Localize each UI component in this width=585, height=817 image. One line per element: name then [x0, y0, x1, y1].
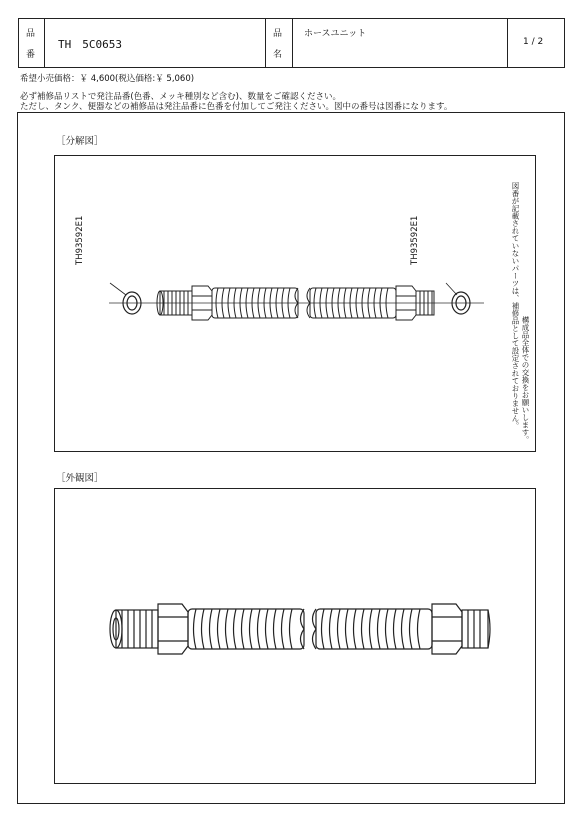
left-washer-callout: TH93592E1 [75, 215, 85, 265]
exploded-side-note-1: 図番が記載されていないパーツは、補修品として設定されておりません。 [511, 182, 520, 430]
part-name-label-bottom: 名 [273, 50, 283, 60]
price-line: 希望小売価格：￥ 4,600(税込価格:￥ 5,060) [20, 74, 195, 84]
header-divider-4 [507, 18, 508, 68]
exploded-hose-drawing [54, 155, 536, 452]
page-number: 1 / 2 [523, 37, 544, 47]
exploded-side-note-2: 構成品全体での交換をお願いします。 [521, 316, 530, 444]
note-line-2: ただし、タンク、便器などの補修品は発注品番に色番を付加してご発注ください。図中の番号は図番になります。 [20, 102, 453, 112]
header-divider-1 [44, 18, 45, 68]
header-divider-3 [292, 18, 293, 68]
exterior-hose-drawing [54, 488, 536, 784]
exploded-view-title: ［分解図］ [56, 136, 104, 147]
part-no-label-bottom: 番 [26, 50, 36, 60]
part-no-label-top: 品 [26, 29, 36, 39]
note-line-1: 必ず補修品リストで発注品番(色番、メッキ種別など含む)、数量をご確認ください。 [20, 92, 341, 102]
right-washer-callout: TH93592E1 [410, 215, 420, 265]
exterior-view-title: ［外観図］ [56, 473, 104, 484]
part-number: TH 5C0653 [58, 38, 122, 51]
header-divider-2 [265, 18, 266, 68]
part-name: ホースユニット [304, 29, 367, 39]
part-name-label-top: 品 [273, 29, 283, 39]
